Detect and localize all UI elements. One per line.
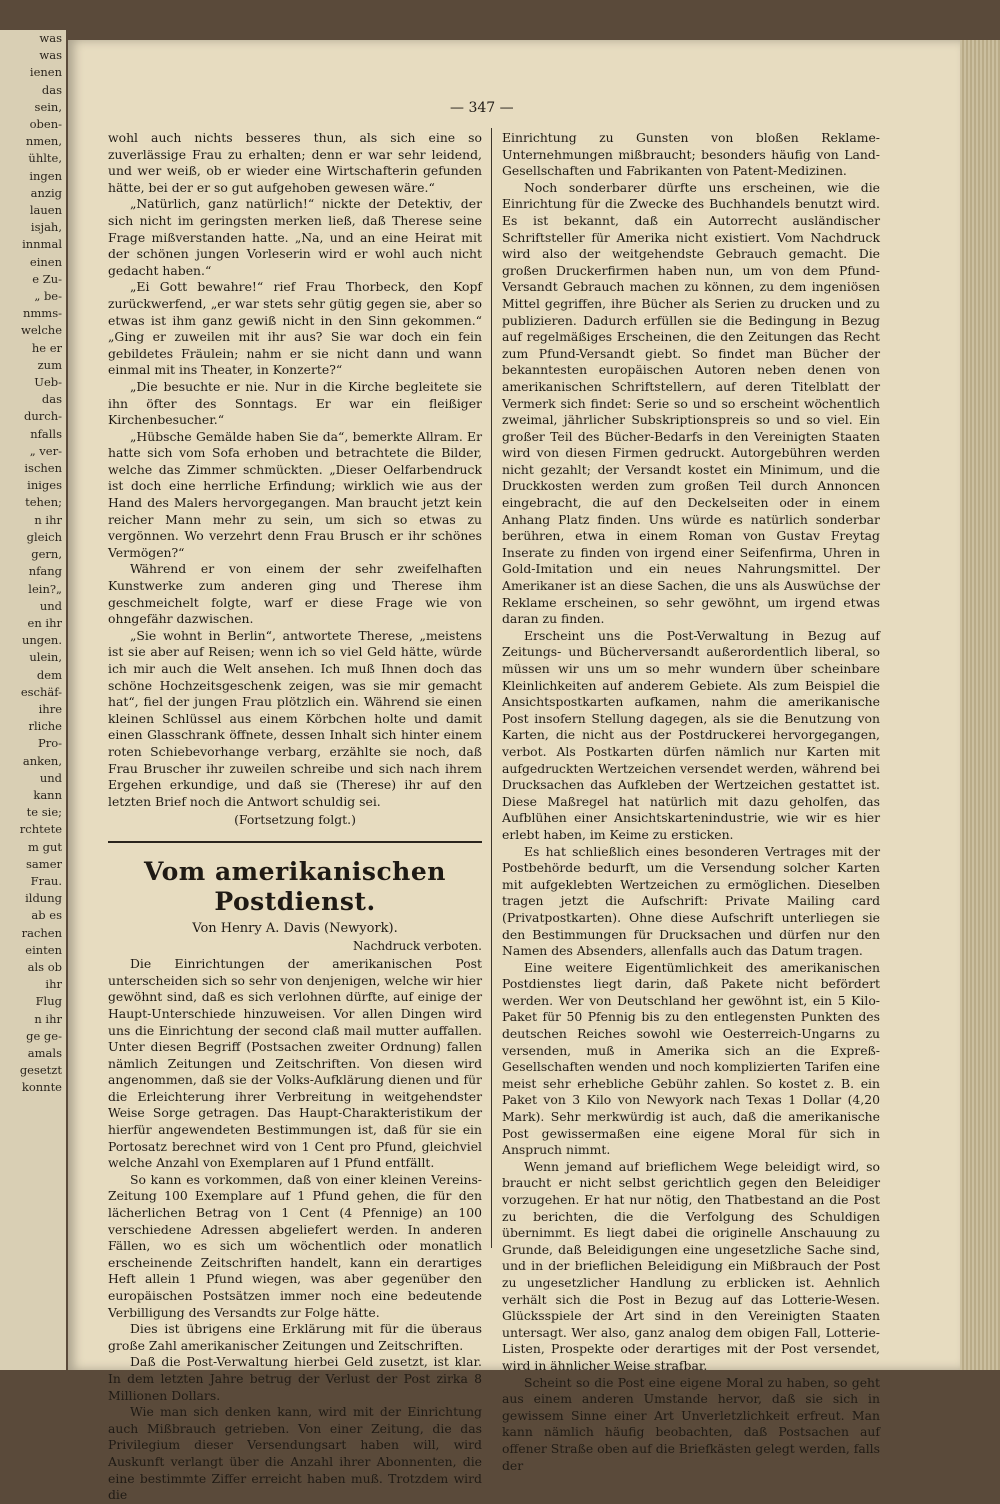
facing-page-fragment: konnte: [21, 1080, 62, 1095]
facing-page-fragment: n ihr: [34, 512, 62, 527]
facing-page-fragment: ienen: [29, 65, 62, 80]
facing-page-fragment: tehen;: [25, 495, 62, 510]
facing-page-fragment: nmen,: [25, 134, 62, 149]
facing-page-fragment: gern,: [31, 547, 62, 562]
facing-page-fragment: isjah,: [30, 220, 62, 235]
paragraph: „Natürlich, ganz natürlich!“ nickte der Detektiv, der sich nicht im geringsten merken ließ, daß Therese seine Frage mißverstanden hatte. „Na, und an eine Heirat mit der schönen jungen Vorleserin wird er wohl auch nicht gedacht haben.“: [108, 196, 482, 278]
facing-page-fragment: samer: [26, 856, 62, 871]
reprint-notice: Nachdruck verboten.: [352, 938, 482, 953]
facing-page-fragment: ingen: [29, 168, 62, 183]
facing-page-fragment: rachen: [21, 925, 62, 940]
facing-page-fragment: e Zu-: [32, 271, 62, 286]
facing-page-fragment: kann: [33, 787, 62, 802]
paragraph: „Die besuchte er nie. Nur in die Kirche begleitete sie ihn öfter des Sonntags. Er war ein fleißiger Kirchenbesucher.“: [108, 378, 482, 428]
facing-page-fragment: anken,: [22, 753, 62, 768]
paragraph: So kann es vorkommen, daß von einer kleinen Vereins-Zeitung 100 Exemplare auf 1 Pfund gehen, die für den lächerlichen Betrag von 1 Cent (4 Pfennige) an 100 verschiedene Adressen abgeliefert werden. In anderen Fällen, wo es sich um wöchentlich oder monatlich erscheinende Zeitschriften handelt, kann ein derartiges Heft allein 1 Pfund wiegen, was aber gegenüber den europäischen Postsätzen immer noch eine bedeutende Verbilligung des Versandts zur Folge hätte.: [108, 1171, 482, 1320]
article-title: Vom amerikanischen Postdienst.: [108, 841, 482, 917]
facing-page-fragment: nmms-: [22, 306, 62, 321]
facing-page-fragment: nfalls: [30, 426, 62, 441]
facing-page-fragment: welche: [21, 323, 62, 338]
facing-page-fragment: ildung: [25, 891, 62, 906]
facing-page-fragment: Pro-: [37, 736, 62, 751]
facing-page-fragment: durch-: [24, 409, 62, 424]
paragraph: Wenn jemand auf brieflichem Wege beleidigt wird, so braucht er nicht selbst gerichtlich gegen den Beleidiger vorzugehen. Er hat nur nötig, den Thatbestand an die Post zu berichten, die die Verfolgung des Schuldigen übernimmt. Es liegt dabei die originelle Anschauung zu Grunde, daß Beleidigungen eine ungesetzliche Sache sind, und in der brieflichen Beleidigung ein Mißbrauch der Post zu ungesetzlicher Handlung zu erblicken ist. Aehnlich verhält sich die Post in Bezug auf das Lotterie-Wesen. Glücksspiele der Art sind in den Vereinigten Staaten untersagt. Wer also, ganz analog dem obigen Fall, Lotterie-Listen, Prospekte oder derartiges mit der Post versendet, wird in ähnlicher Weise strafbar.: [502, 1158, 880, 1373]
facing-page-fragment: Frau.: [30, 873, 62, 888]
facing-page-fragment: und: [39, 598, 62, 613]
serial-story: [108, 130, 482, 810]
paragraph: Wie man sich denken kann, wird mit der Einrichtung auch Mißbrauch getrieben. Von einer Zeitung, die das Privilegium dieser Versendungsart haben will, wird Auskunft verlangt über die Anzahl ihrer Abonnenten, die eine bestimmte Ziffer erreicht haben muß. Trotzdem wird die: [108, 1404, 482, 1503]
article-byline: Von Henry A. Davis (Newyork).: [192, 920, 398, 936]
facing-page-fragment: „ be-: [34, 289, 62, 304]
facing-page-fragment: einen: [29, 254, 62, 269]
facing-page-fragment: einten: [25, 942, 62, 957]
page-stack-edge: [960, 40, 1000, 1370]
facing-page-fragment: ab es: [31, 908, 62, 923]
continuation-note: (Fortsetzung folgt.): [234, 812, 356, 828]
column-rule: [491, 128, 492, 1248]
facing-page-fragment: Flug: [35, 994, 62, 1009]
paragraph: wohl auch nichts besseres thun, als sich eine so zuverlässige Frau zu erhalten; denn er war sehr leidend, und wer weiß, ob er wieder eine Wirtschafterin gefunden hätte, bei der er so gut aufgehoben gewesen wäre.“: [108, 130, 482, 195]
paragraph: Es hat schließlich eines besonderen Vertrages mit der Postbehörde bedurft, um die Versendung solcher Karten mit aufgeklebten Wertzeichen zu ermöglichen. Dieselben tragen jetzt die Aufschrift: Private Mailing card (Privatpostkarten). Ohne diese Aufschrift unterliegen sie den Bestimmungen für Drucksachen und dürfen nur den Namen des Absenders, allenfalls auch das Datum tragen.: [502, 843, 880, 959]
paragraph: Die Einrichtungen der amerikanischen Post unterscheiden sich so sehr von denjenigen, welche wir hier gewöhnt sind, daß es sich verlohnen dürfte, auf einige der Haupt-Unterschiede hinzuweisen. Vor allen Dingen wird uns die Einrichtung der second claß mail mutter auffallen. Unter diesen Begriff (Postsachen zweiter Ordnung) fallen nämlich Zeitungen und Zeitschriften. Von diesen wird angenommen, daß sie der Volks-Aufklärung dienen und für die Erleichterung ihrer Verbreitung in weitgehendster Weise Sorge getragen. Das Haupt-Charakteristikum der hierfür angewendeten Bestimmungen ist, daß für sie ein Portosatz berechnet wird von 1 Cent pro Pfund, gleichviel welche Anzahl von Exemplaren auf 1 Pfund entfällt.: [108, 956, 483, 1171]
article-body: [108, 956, 482, 1504]
paragraph: „Hübsche Gemälde haben Sie da“, bemerkte Allram. Er hatte sich vom Sofa erhoben und betrachtete die Bilder, welche das Zimmer schmückten. „Dieser Oelfarbendruck ist doch eine herrliche Erfindung; wirklich wie aus der Hand des Malers hervorgegangen. Man braucht jetzt kein reicher Mann mehr zu sein, um sich so etwas zu vergönnen. Wo verzehrt denn Frau Brusch er ihr schönes Vermögen?“: [108, 428, 482, 560]
facing-page-fragment: ühlte,: [28, 151, 62, 166]
paragraph: Einrichtung zu Gunsten von bloßen Reklame-Unternehmungen mißbraucht; besonders häufig von Land-Gesellschaften und Fabrikanten von Patent-Medizinen.: [502, 130, 880, 179]
paragraph: „Ei Gott bewahre!“ rief Frau Thorbeck, den Kopf zurückwerfend, „er war stets sehr gütig gegen sie, aber so etwas ist ihm ganz gewiß nicht in den Sinn gekommen.“ „Ging er zuweilen mit ihr aus? Sie war doch ein fein gebildetes Fräulein; nahm er sie nicht dann und wann einmal mit ins Theater, in Konzerte?“: [108, 279, 482, 378]
paragraph: Noch sonderbarer dürfte uns erscheinen, wie die Einrichtung für die Zwecke des Buchhandels benutzt wird. Es ist bekannt, daß ein Autorrecht ausländischer Schriftsteller für Amerika nicht existiert. Vom Nachdruck wird also der weitgehendste Gebrauch gemacht. Die großen Druckerfirmen haben nun, um von dem Pfund-Versandt Gebrauch machen zu können, zu dem ingeniösen Mittel gegriffen, ihre Bücher als Serien zu drucken und zu publizieren. Dadurch erfüllen sie die Bedingung in Bezug auf regelmäßiges Erscheinen, die den Zeitungen das Recht zum Pfund-Versandt giebt. So findet man Bücher der bekanntesten europäischen Autoren neben denen von amerikanischen Schriftstellern, auf deren Titelblatt der Vermerk sich findet: Serie so und so erscheint wöchentlich zweimal, jährlicher Subskriptionspreis so und so viel. Ein großer Teil des Bücher-Bedarfs in den Vereinigten Staaten wird von diesen Firmen gedruckt. Autorgebühren werden nicht gezahlt; der Versandt kostet ein Minimum, und die Druckkosten werden zum großen Teil durch Annoncen eingebracht, die auf den Deckelseiten oder in einem Anhang Platz finden. Uns würde es natürlich sonderbar berühren, etwa in einem Roman von Gustav Freytag Inserate zu finden von irgend einer Seifenfirma, Uhren in Gold-Imitation und ein neues Nahrungsmittel. Der Amerikaner ist an diese Sachen, die uns als Auswüchse der Reklame erscheinen, so sehr gewöhnt, um irgend etwas daran zu finden.: [502, 179, 880, 627]
facing-page-fragment: rchtete: [19, 822, 62, 837]
facing-page-fragment: anzig: [30, 185, 62, 200]
facing-page-fragment: was: [39, 31, 62, 45]
facing-page-fragment: nfang: [28, 564, 62, 579]
paragraph: Daß die Post-Verwaltung hierbei Geld zusetzt, ist klar. In dem letzten Jahre betrug der Verlust der Post zirka 8 Millionen Dollars.: [108, 1354, 482, 1403]
facing-page-fragment: und: [39, 770, 62, 785]
left-column: [108, 130, 482, 1504]
facing-page-fragment: was: [39, 48, 62, 63]
facing-page-fragment: n ihr: [34, 1011, 62, 1026]
facing-page-fragment: innmal: [22, 237, 62, 252]
facing-page-fragment: he er: [31, 340, 62, 355]
facing-page-fragment: ischen: [24, 461, 62, 476]
facing-page-fragment: gesetzt: [19, 1063, 62, 1078]
facing-page-fragment: rliche: [28, 719, 62, 734]
facing-page-fragment: als ob: [27, 959, 62, 974]
facing-page-fragment: eschäf-: [20, 684, 62, 699]
facing-page-fragment: oben-: [29, 117, 62, 132]
facing-page-fragment: ulein,: [29, 650, 62, 665]
paragraph: „Sie wohnt in Berlin“, antwortete Therese, „meistens ist sie aber auf Reisen; wenn ich so viel Geld hätte, würde ich mir auch die Welt ansehen. Ich muß Ihnen doch das schöne Hochzeitsgeschenk zeigen, was sie mir gemacht hat“, fiel der jungen Frau plötzlich ein. Während sie einen kleinen Schlüssel aus einem Körbchen holte und damit einen Glasschrank öffnete, dessen Inhalt sich hinter einem roten Schiebevorhange verbarg, erzählte sie noch, daß Frau Bruscher ihr zuweilen schreibe und sich nach ihrem Ergehen erkundige, und daß sie (Therese) ihr auf den letzten Brief noch die Antwort schuldig sei.: [108, 627, 482, 809]
facing-page-fragment: sein,: [34, 99, 62, 114]
facing-page-fragment: lauen: [29, 203, 62, 218]
right-column: [502, 130, 880, 1474]
facing-page-edge: [0, 30, 66, 1370]
page-number: — 347 —: [450, 100, 514, 116]
facing-page-fragment: iniges: [27, 478, 62, 493]
facing-page-fragment: m gut: [28, 839, 62, 854]
facing-page-fragment: lein?„: [28, 581, 62, 596]
facing-page-fragment: en ihr: [27, 615, 62, 630]
facing-page-fragment: zum: [37, 357, 62, 372]
facing-page-fragment: ihre: [38, 701, 62, 716]
paragraph: Während er von einem der sehr zweifelhaften Kunstwerke zum anderen ging und Therese ihm geschmeichelt folgte, warf er diese Frage wie von ohngefähr dazwischen.: [108, 561, 482, 627]
facing-page-fragment: amals: [27, 1045, 62, 1060]
facing-page-fragment: Ueb-: [34, 375, 62, 390]
facing-page-fragment: ungen.: [21, 633, 62, 648]
facing-page-fragment: gleich: [26, 529, 62, 544]
facing-page-fragment: das: [41, 392, 62, 407]
paragraph: Eine weitere Eigentümlichkeit des amerikanischen Postdienstes liegt darin, daß Pakete nicht befördert werden. Wer von Deutschland her gewöhnt ist, ein 5 Kilo-Paket für 50 Pfennig bis zu den entlegensten Punkten des deutschen Reiches sowohl wie Oesterreich-Ungarns zu versenden, muß in Amerika sich an die Expreß-Gesellschaften wenden und noch komplizierten Tarifen eine meist sehr erhebliche Gebühr zahlen. So kostet z. B. ein Paket von 3 Kilo von Newyork nach Texas 1 Dollar (4,20 Mark). Sehr merkwürdig ist auch, daß die amerikanische Post gewissermaßen eine eigene Moral für sich in Anspruch nimmt.: [502, 959, 880, 1158]
facing-page-fragment: ge ge-: [26, 1028, 62, 1043]
facing-page-fragment: das: [41, 82, 62, 97]
facing-page-fragment: dem: [36, 667, 62, 682]
paragraph: Dies ist übrigens eine Erklärung mit für die überaus große Zahl amerikanischer Zeitungen und Zeitschriften.: [108, 1321, 482, 1353]
facing-page-fragment: ihr: [45, 977, 62, 992]
paragraph: Erscheint uns die Post-Verwaltung in Bezug auf Zeitungs- und Bücherversandt außerordentlich liberal, so müssen wir uns um so mehr wundern über scheinbare Kleinlichkeiten auf anderem Gebiete. Als zum Beispiel die Ansichtspostkarten aufkamen, nahm die amerikanische Post insofern Stellung dagegen, als sie die Benutzung von Karten, die nicht aus der Postdruckerei hervorgegangen, verbot. Als Postkarten dürfen nämlich nur Karten mit aufgedruckten Wertzeichen versendet werden, während bei Drucksachen das Aufkleben der Wertzeichen gestattet ist. Diese Maßregel hat natürlich mit dazu geholfen, das Aufblühen einer Ansichtskartenindustrie, wie wir es hier erlebt haben, im Keime zu ersticken.: [502, 627, 880, 842]
facing-page-fragment: te sie;: [26, 805, 62, 820]
paragraph: Scheint so die Post eine eigene Moral zu haben, so geht aus einem anderen Umstande hervor, daß sie sich in gewissem Sinne einer Art Unverletzlichkeit erfreut. Man kann nämlich häufig beobachten, daß Postsachen auf offener Straße oben auf die Briefkästen gelegt werden, falls der: [502, 1374, 880, 1473]
facing-page-fragment: „ ver-: [29, 443, 62, 458]
